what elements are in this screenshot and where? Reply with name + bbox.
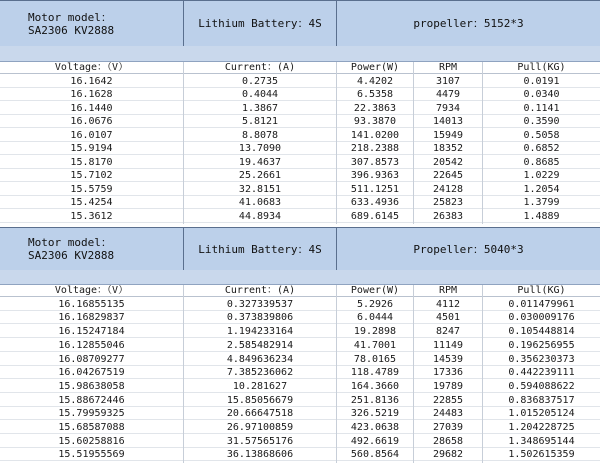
table-row (0, 408, 600, 420)
cell-pull[interactable]: 0.011479961 (508, 298, 575, 310)
cell-power[interactable]: 218.2388 (350, 143, 400, 154)
cell-pull[interactable]: 0.0191 (523, 75, 560, 87)
cell-power[interactable]: 6.0444 (356, 312, 394, 324)
column-header-pull[interactable]: Pull(KG) (517, 285, 566, 296)
cell-current[interactable]: 26.97100859 (226, 422, 294, 433)
cell-power[interactable]: 78.0165 (353, 353, 397, 365)
cell-voltage[interactable]: 15.68587088 (58, 422, 125, 433)
cell-current[interactable]: 2.585482914 (226, 339, 294, 351)
cell-current[interactable]: 8.8078 (241, 129, 279, 141)
cell-rpm[interactable]: 11149 (432, 339, 464, 351)
table-row (0, 157, 600, 169)
table-row (0, 116, 600, 128)
cell-voltage[interactable]: 16.04267519 (58, 367, 125, 379)
column-divider (482, 285, 483, 463)
cell-power[interactable]: 6.5358 (356, 89, 394, 100)
cell-voltage[interactable]: 15.4254 (70, 197, 113, 208)
column-divider (413, 62, 414, 224)
table-row (0, 340, 600, 352)
table1-motor-model-cell[interactable] (0, 1, 184, 46)
table-row (0, 170, 600, 182)
cell-voltage[interactable]: 15.79959325 (58, 408, 125, 420)
table2-propeller-label: Propeller：5040*3 (413, 242, 524, 256)
table-row (0, 103, 600, 115)
table2-motor-model-value: SA2306 KV2888 (28, 249, 115, 262)
cell-rpm[interactable]: 8247 (435, 326, 461, 338)
column-divider (183, 285, 184, 463)
table-row (0, 211, 600, 223)
cell-voltage[interactable]: 15.60258816 (58, 435, 125, 447)
table-row (0, 381, 600, 393)
cell-current[interactable]: 5.8121 (241, 116, 279, 127)
table1-propeller-cell[interactable] (337, 1, 600, 46)
table1-motor-model-value: SA2306 KV2888 (28, 23, 115, 37)
cell-power[interactable]: 633.4936 (350, 197, 400, 208)
cell-rpm[interactable]: 24128 (432, 183, 464, 195)
cell-power[interactable]: 689.6145 (350, 210, 400, 222)
column-divider (413, 285, 414, 463)
table-row (0, 422, 600, 434)
table-row (0, 354, 600, 366)
table-row (0, 367, 600, 379)
cell-current[interactable]: 10.281627 (232, 380, 288, 392)
cell-power[interactable]: 492.6619 (350, 435, 400, 447)
cell-voltage[interactable]: 16.1440 (70, 102, 113, 114)
column-divider (336, 285, 337, 463)
table1-motor-model-label: Motor model： (28, 10, 112, 24)
cell-power[interactable]: 560.8564 (350, 449, 400, 461)
column-header-rpm[interactable]: RPM (438, 285, 458, 296)
table-row (0, 184, 600, 196)
table-row (0, 76, 600, 88)
cell-power[interactable]: 396.9363 (350, 170, 400, 181)
cell-power[interactable]: 251.8136 (350, 394, 400, 406)
cell-current[interactable]: 19.4637 (238, 156, 282, 168)
cell-rpm[interactable]: 19789 (432, 380, 464, 392)
cell-voltage[interactable]: 16.15247184 (58, 326, 125, 338)
cell-pull[interactable]: 0.3590 (523, 116, 560, 127)
cell-power[interactable]: 41.7001 (353, 339, 397, 351)
cell-voltage[interactable]: 16.1628 (70, 89, 113, 100)
cell-voltage[interactable]: 16.16829837 (58, 312, 125, 324)
cell-current[interactable]: 41.0683 (238, 197, 282, 208)
column-header-voltage[interactable]: Voltage：（V） (54, 285, 129, 296)
column-divider (482, 62, 483, 224)
cell-pull[interactable]: 0.105448814 (508, 326, 575, 338)
cell-rpm[interactable]: 20542 (432, 156, 464, 168)
cell-pull[interactable]: 1.204228725 (508, 422, 575, 433)
table2-separator-band (0, 270, 600, 285)
cell-power[interactable]: 326.5219 (350, 408, 400, 420)
table-row (0, 449, 600, 461)
cell-rpm[interactable]: 15949 (432, 129, 464, 141)
cell-voltage[interactable]: 15.88672446 (58, 394, 125, 406)
cell-pull[interactable]: 0.836837517 (508, 394, 575, 406)
cell-rpm[interactable]: 14539 (432, 353, 464, 365)
table-row (0, 143, 600, 155)
cell-current[interactable]: 7.385236062 (226, 367, 294, 379)
cell-pull[interactable]: 0.8685 (523, 156, 560, 168)
cell-pull[interactable]: 0.196256955 (508, 339, 575, 351)
cell-voltage[interactable]: 15.98638058 (58, 380, 125, 392)
cell-rpm[interactable]: 22645 (432, 170, 464, 181)
cell-pull[interactable]: 1.015205124 (508, 408, 575, 420)
cell-rpm[interactable]: 7934 (435, 102, 461, 114)
table2-column-header-row (0, 285, 600, 297)
cell-rpm[interactable]: 4112 (435, 298, 461, 310)
table1-header (0, 0, 600, 47)
cell-rpm[interactable]: 22855 (432, 394, 464, 406)
cell-pull[interactable]: 1.348695144 (508, 435, 575, 447)
cell-rpm[interactable]: 17336 (432, 367, 464, 379)
cell-rpm[interactable]: 27039 (432, 422, 464, 433)
cell-rpm[interactable]: 4479 (435, 89, 461, 100)
table-row (0, 130, 600, 142)
cell-voltage[interactable]: 15.7102 (70, 170, 113, 181)
cell-power[interactable]: 118.4789 (350, 367, 400, 379)
table-row (0, 299, 600, 311)
cell-rpm[interactable]: 3107 (435, 75, 461, 87)
cell-power[interactable]: 22.3863 (353, 102, 397, 114)
cell-current[interactable]: 0.2735 (241, 75, 279, 87)
cell-current[interactable]: 4.849636234 (226, 353, 294, 365)
table2-battery-label: Lithium Battery：4S (198, 242, 322, 256)
table1-propeller-label: propeller：5152*3 (413, 17, 524, 30)
cell-current[interactable]: 36.13868606 (226, 449, 294, 461)
table-row (0, 197, 600, 209)
table-row (0, 326, 600, 338)
cell-power[interactable]: 164.3660 (350, 380, 400, 392)
table-row (0, 312, 600, 324)
cell-power[interactable]: 511.1251 (350, 183, 400, 195)
cell-voltage[interactable]: 15.5759 (70, 183, 113, 195)
cell-pull[interactable]: 1.4889 (523, 210, 560, 222)
cell-current[interactable]: 25.2661 (238, 170, 282, 181)
cell-voltage[interactable]: 16.08709277 (58, 353, 125, 365)
cell-power[interactable]: 19.2898 (353, 326, 397, 338)
column-header-power[interactable]: Power(W) (350, 62, 400, 73)
cell-current[interactable]: 13.7090 (238, 143, 282, 154)
cell-rpm[interactable]: 25823 (432, 197, 464, 208)
cell-current[interactable]: 0.373839806 (226, 312, 294, 324)
cell-power[interactable]: 141.0200 (350, 129, 400, 141)
column-divider (183, 62, 184, 224)
column-header-rpm[interactable]: RPM (438, 62, 458, 73)
column-header-pull[interactable]: Pull(KG) (517, 62, 566, 73)
column-header-current[interactable]: Current：(A) (224, 62, 296, 73)
column-header-voltage[interactable]: Voltage：（V） (54, 62, 129, 73)
table2-header (0, 227, 600, 271)
cell-rpm[interactable]: 24483 (432, 408, 464, 420)
cell-power[interactable]: 5.2926 (356, 298, 394, 310)
cell-pull[interactable]: 0.594088622 (508, 380, 575, 392)
table-row (0, 89, 600, 101)
table1-grid (0, 62, 600, 224)
cell-pull[interactable]: 0.6852 (523, 143, 560, 154)
cell-current[interactable]: 0.327339537 (226, 298, 294, 310)
column-divider (336, 62, 337, 224)
cell-pull[interactable]: 0.1141 (523, 102, 560, 114)
table-row (0, 395, 600, 407)
cell-current[interactable]: 1.3867 (241, 102, 279, 114)
cell-current[interactable]: 20.66647518 (226, 408, 294, 420)
cell-pull[interactable]: 0.030009176 (508, 312, 575, 324)
cell-rpm[interactable]: 4501 (435, 312, 461, 324)
cell-rpm[interactable]: 26383 (432, 210, 464, 222)
table1-battery-label: Lithium Battery：4S (198, 17, 322, 30)
table2-propeller-cell[interactable] (337, 228, 600, 270)
table2-grid (0, 285, 600, 463)
cell-rpm[interactable]: 18352 (432, 143, 464, 154)
cell-rpm[interactable]: 29682 (432, 449, 464, 461)
cell-voltage[interactable]: 15.8170 (70, 156, 113, 168)
cell-current[interactable]: 1.194233164 (226, 326, 294, 338)
column-header-power[interactable]: Power(W) (350, 285, 400, 296)
cell-pull[interactable]: 0.442239111 (508, 367, 575, 379)
cell-voltage[interactable]: 15.51955569 (58, 449, 125, 461)
cell-voltage[interactable]: 15.3612 (70, 210, 113, 222)
cell-voltage[interactable]: 16.0676 (70, 116, 113, 127)
cell-power[interactable]: 423.0638 (350, 422, 400, 433)
cell-current[interactable]: 31.57565176 (226, 435, 294, 447)
table2-battery-cell[interactable] (184, 228, 337, 270)
cell-current[interactable]: 15.85056679 (226, 394, 294, 406)
cell-pull[interactable]: 1.502615359 (508, 449, 575, 461)
cell-rpm[interactable]: 14013 (432, 116, 464, 127)
cell-current[interactable]: 0.4044 (241, 89, 279, 100)
cell-pull[interactable]: 0.356230373 (508, 353, 575, 365)
cell-pull[interactable]: 0.5058 (523, 129, 560, 141)
table2-motor-model-label: Motor model： (28, 236, 112, 249)
cell-power[interactable]: 4.4202 (356, 75, 394, 87)
table1-battery-cell[interactable] (184, 1, 337, 46)
cell-current[interactable]: 32.8151 (238, 183, 282, 195)
cell-pull[interactable]: 1.2054 (523, 183, 560, 195)
table1-separator-band (0, 46, 600, 62)
cell-voltage[interactable]: 16.12855046 (58, 339, 125, 351)
cell-power[interactable]: 307.8573 (350, 156, 400, 168)
table2-motor-model-cell[interactable] (0, 228, 184, 270)
cell-voltage[interactable]: 16.1642 (70, 75, 113, 87)
cell-current[interactable]: 44.8934 (238, 210, 282, 222)
cell-pull[interactable]: 0.0340 (523, 89, 560, 100)
cell-pull[interactable]: 1.3799 (523, 197, 560, 208)
cell-voltage[interactable]: 16.0107 (70, 129, 113, 141)
table-row (0, 436, 600, 448)
cell-pull[interactable]: 1.0229 (523, 170, 560, 181)
cell-voltage[interactable]: 15.9194 (70, 143, 113, 154)
cell-power[interactable]: 93.3870 (353, 116, 397, 127)
column-header-current[interactable]: Current：(A) (224, 285, 296, 296)
cell-rpm[interactable]: 28658 (432, 435, 464, 447)
table1-column-header-row (0, 62, 600, 74)
cell-voltage[interactable]: 16.16855135 (58, 298, 125, 310)
